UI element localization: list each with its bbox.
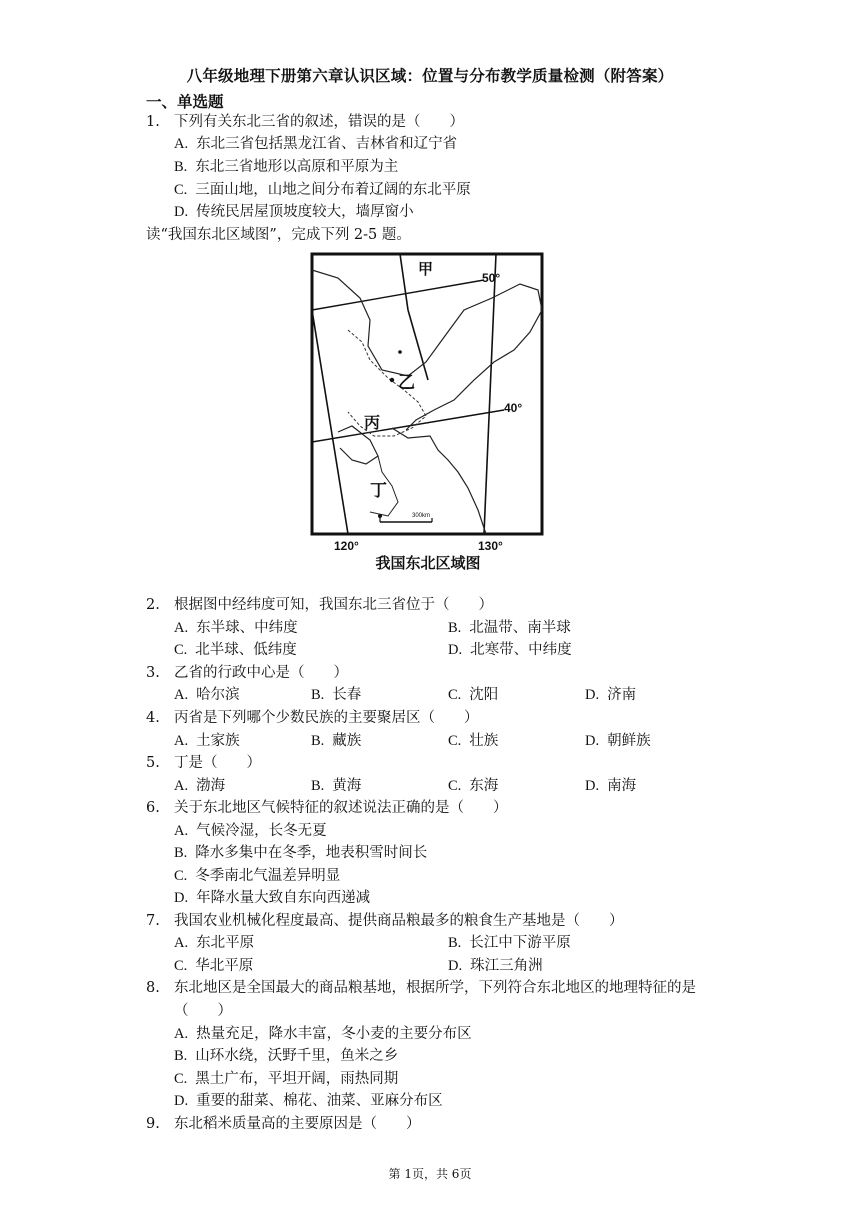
option-a: A. 东半球、中纬度 — [174, 620, 298, 636]
option-d: D. 济南 — [585, 687, 637, 703]
label-yi: 乙 — [398, 373, 415, 393]
read-instruction: 读“我国东北区域图”，完成下列 2-5 题。 — [146, 227, 411, 243]
option-a: A. 东北三省包括黑龙江省、吉林省和辽宁省 — [174, 136, 458, 152]
map-caption: 我国东北区域图 — [375, 554, 481, 572]
option-c: C. 壮族 — [448, 733, 499, 749]
northeast-region-map — [308, 250, 548, 580]
option-d: D. 朝鲜族 — [585, 733, 651, 749]
option-b: B. 黄海 — [311, 778, 362, 794]
page-footer: 第 1页，共 6页 — [388, 1167, 472, 1181]
option-a: A. 哈尔滨 — [174, 687, 240, 703]
label-bing: 丙 — [364, 413, 381, 432]
option-b: B. 藏族 — [311, 733, 362, 749]
option-d: D. 珠江三角洲 — [448, 958, 543, 974]
question-stem-continued: （ ） — [174, 1003, 232, 1019]
option-b: B. 长江中下游平原 — [448, 935, 571, 951]
scale-label: 300km — [412, 513, 431, 519]
question-number: 9. — [146, 1116, 160, 1132]
label-jia: 甲 — [418, 260, 434, 278]
question-stem: 下列有关东北三省的叙述，错误的是（ ） — [174, 114, 464, 130]
option-d: D. 重要的甜菜、棉花、油菜、亚麻分布区 — [174, 1093, 443, 1109]
option-d: D. 南海 — [585, 778, 637, 794]
question-stem: 关于东北地区气候特征的叙述说法正确的是（ ） — [174, 800, 508, 816]
option-c: C. 冬季南北气温差异明显 — [174, 868, 341, 884]
question-number: 2. — [146, 597, 160, 613]
option-d: D. 传统民居屋顶坡度较大，墙厚窗小 — [174, 204, 414, 220]
question-stem: 丙省是下列哪个少数民族的主要聚居区（ ） — [174, 710, 479, 726]
document-title: 八年级地理下册第六章认识区域：位置与分布教学质量检测（附答案） — [186, 66, 674, 85]
option-a: A. 土家族 — [174, 733, 240, 749]
question-stem: 丁是（ ） — [174, 755, 261, 771]
question-stem: 根据图中经纬度可知，我国东北三省位于（ ） — [174, 597, 493, 613]
question-stem: 东北稻米质量高的主要原因是（ ） — [174, 1116, 421, 1132]
question-stem: 乙省的行政中心是（ ） — [174, 665, 348, 681]
option-a: A. 热量充足，降水丰富，冬小麦的主要分布区 — [174, 1026, 472, 1042]
question-number: 7. — [146, 913, 160, 929]
question-stem: 我国农业机械化程度最高、提供商品粮最多的粮食生产基地是（ ） — [174, 913, 624, 929]
option-b: B. 北温带、南半球 — [448, 620, 571, 636]
lon-label-130: 130° — [478, 539, 503, 553]
option-c: C. 黑土广布，平坦开阔，雨热同期 — [174, 1071, 399, 1087]
option-a: A. 渤海 — [174, 778, 226, 794]
question-stem: 东北地区是全国最大的商品粮基地，根据所学，下列符合东北地区的地理特征的是 — [174, 980, 696, 996]
lon-label-120: 120° — [334, 539, 359, 553]
option-c: C. 北半球、低纬度 — [174, 642, 297, 658]
question-number: 8. — [146, 980, 160, 996]
option-c: C. 沈阳 — [448, 687, 499, 703]
option-b: B. 山环水绕，沃野千里，鱼米之乡 — [174, 1048, 399, 1064]
question-number: 6. — [146, 800, 160, 816]
question-number: 5. — [146, 755, 160, 771]
option-c: C. 东海 — [448, 778, 499, 794]
option-c: C. 华北平原 — [174, 958, 254, 974]
option-b: B. 长春 — [311, 687, 362, 703]
section-heading: 一、单选题 — [146, 92, 224, 111]
option-d: D. 北寒带、中纬度 — [448, 642, 572, 658]
lat-label-50: 50° — [482, 271, 501, 285]
option-b: B. 降水多集中在冬季，地表积雪时间长 — [174, 845, 428, 861]
option-b: B. 东北三省地形以高原和平原为主 — [174, 159, 399, 175]
question-number: 1. — [146, 114, 160, 130]
option-a: A. 气候冷湿，长冬无夏 — [174, 823, 327, 839]
question-number: 4. — [146, 710, 160, 726]
option-a: A. 东北平原 — [174, 935, 255, 951]
option-c: C. 三面山地，山地之间分布着辽阔的东北平原 — [174, 182, 471, 198]
lat-label-40: 40° — [504, 401, 523, 415]
option-d: D. 年降水量大致自东向西递减 — [174, 890, 371, 906]
question-number: 3. — [146, 665, 160, 681]
label-ding: 丁 — [370, 481, 387, 501]
